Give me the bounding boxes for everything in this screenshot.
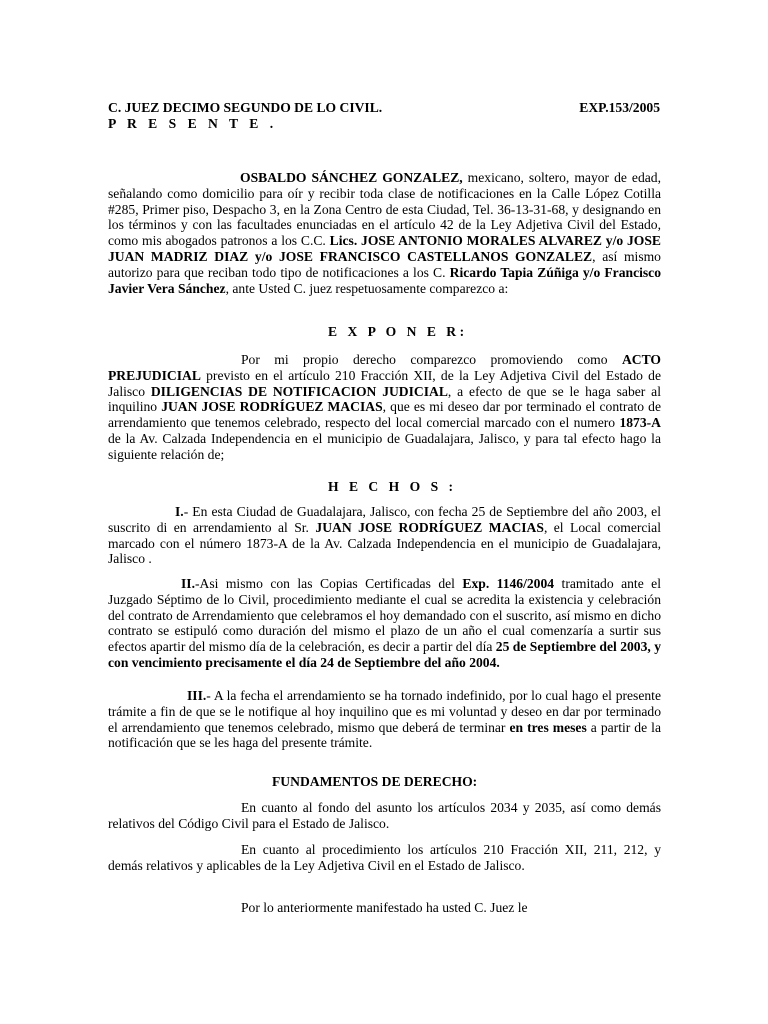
hecho-3-number: III. (187, 688, 207, 703)
fundamentos-paragraph-2 (108, 842, 661, 874)
hecho-2-text-2: tramitado ante el Juzgado Séptimo de lo Civil, procedimiento mediante el cual se acredita la existencia y celebración del contrato de Arrendamiento que celebramos el hoy demandado con el suscrito, así mismo en dicho contrato se estipuló como duración del mismo el plazo de un año el cual comenzaría a surtir sus efectos apartir del mismo día de la celebración, es decir a partir del día (108, 576, 661, 655)
hecho-1-text-1: - En esta Ciudad de Guadalajara, Jalisco, con fecha 25 de Septiembre del año 2003, el suscrito di en arrendamiento al Sr. (108, 504, 661, 535)
addressee: C. JUEZ DECIMO SEGUNDO DE LO CIVIL. (108, 100, 383, 115)
intro-text-1: mexicano, soltero, mayor de edad, señalando como domicilio para oír y recibir toda clase de notificaciones en la Calle López Cotilla #285, Primer piso, Despacho 3, en la Zona Centro de esta Ciudad, Tel. 36-13-31-68, y designando en los términos y con las facultades enunciadas en el artículo 42 de la Ley Adjetiva Civil del Estado, como mis abogados patronos a los C.C. (108, 170, 661, 249)
exponer-text-3: , a efecto de que se le haga saber al inquilino (108, 383, 661, 415)
presente-line: P R E S E N T E . (108, 115, 278, 131)
intro-text-2: , así mismo autorizo para que reciban todo tipo de notificaciones a los C. (108, 248, 661, 280)
intro-paragraph (108, 170, 661, 296)
diligencias-title: DILIGENCIAS DE NOTIFICACION JUDICIAL (150, 383, 448, 399)
fundamentos-text-2: En cuanto al procedimiento los artículos 210 Fracción XII, 211, 212, y demás relativos y aplicables de la Ley Adjetiva Civil en el Estado de Jalisco. (108, 842, 661, 873)
plaintiff-name: OSBALDO SÁNCHEZ GONZALEZ, (240, 170, 463, 185)
intro-text-3: , ante Usted C. juez respetuosamente comparezco a: (225, 280, 509, 296)
hecho-2 (108, 576, 661, 671)
fundamentos-paragraph-1 (108, 800, 661, 832)
exponer-text-5: de la Av. Calzada Independencia en el municipio de Guadalajara, Jalisco, y para tal efecto hago la siguiente relación de; (108, 430, 661, 462)
fundamentos-heading: FUNDAMENTOS DE DERECHO: (272, 774, 478, 789)
exponer-text-4: , que es mi deseo dar por terminado el contrato de arrendamiento que tenemos celebrado, respecto del local comercial marcado con el numero (108, 399, 661, 431)
fundamentos-text-1: En cuanto al fondo del asunto los artículos 2034 y 2035, así como demás relativos del Código Civil para el Estado de Jalisco. (108, 800, 661, 831)
hecho-1-text-2: , el Local comercial marcado con el número 1873-A de la Av. Calzada Independencia en el municipio de Guadalajara, Jalisco . (108, 519, 661, 567)
hecho-3 (108, 688, 661, 751)
closing-paragraph (108, 900, 661, 916)
hecho-2-dates: 25 de Septiembre del 2003, y con vencimiento precisamente el día 24 de Septiembre del año 2004. (108, 639, 661, 670)
tenant-name: JUAN JOSE RODRÍGUEZ MACIAS (161, 399, 383, 415)
hecho-2-number: II. (181, 576, 195, 591)
exponer-text-1: Por mi propio derecho comparezco promoviendo como (241, 352, 622, 367)
acto-prejudicial: ACTO PREJUDICIAL (108, 352, 661, 383)
hecho-3-text-2: a partir de la notificación que se les haga del presente trámite. (108, 719, 661, 751)
hecho-1-tenant: JUAN JOSE RODRÍGUEZ MACIAS (315, 519, 544, 535)
exponer-paragraph (108, 352, 661, 463)
hecho-2-text-1: -Asi mismo con las Copias Certificadas del (194, 576, 463, 591)
closing-text: Por lo anteriormente manifestado ha usted C. Juez le (241, 900, 528, 915)
local-number: 1873-A (619, 415, 661, 431)
hechos-heading: H E C H O S : (328, 479, 457, 494)
lawyers-names: Lics. JOSE ANTONIO MORALES ALVAREZ y/o JOSE JUAN MADRIZ DIAZ y/o JOSE FRANCISCO CASTELLANOS GONZALEZ (108, 233, 661, 264)
hecho-3-term: en tres meses (509, 719, 587, 735)
document-header (108, 100, 660, 132)
case-number: EXP.153/2005 (579, 100, 660, 115)
hecho-2-exp: Exp. 1146/2004 (462, 576, 555, 591)
exponer-heading: E X P O N E R: (328, 324, 468, 339)
hecho-1-number: I. (175, 504, 184, 519)
hecho-3-text-1: - A la fecha el arrendamiento se ha tornado indefinido, por lo cual hago el presente trámite a fin de que se le notifique al hoy inquilino que es mi voluntad y deseo en dar por terminado el arrendamiento que tenemos celebrado, mismo que deberá de terminar (108, 688, 661, 735)
exponer-text-2: previsto en el artículo 210 Fracción XII, de la Ley Adjetiva Civil del Estado de Jalisco (108, 367, 661, 399)
hecho-1 (108, 504, 661, 567)
authorized-names: Ricardo Tapia Zúñiga y/o Francisco Javier Vera Sánchez (108, 264, 661, 296)
